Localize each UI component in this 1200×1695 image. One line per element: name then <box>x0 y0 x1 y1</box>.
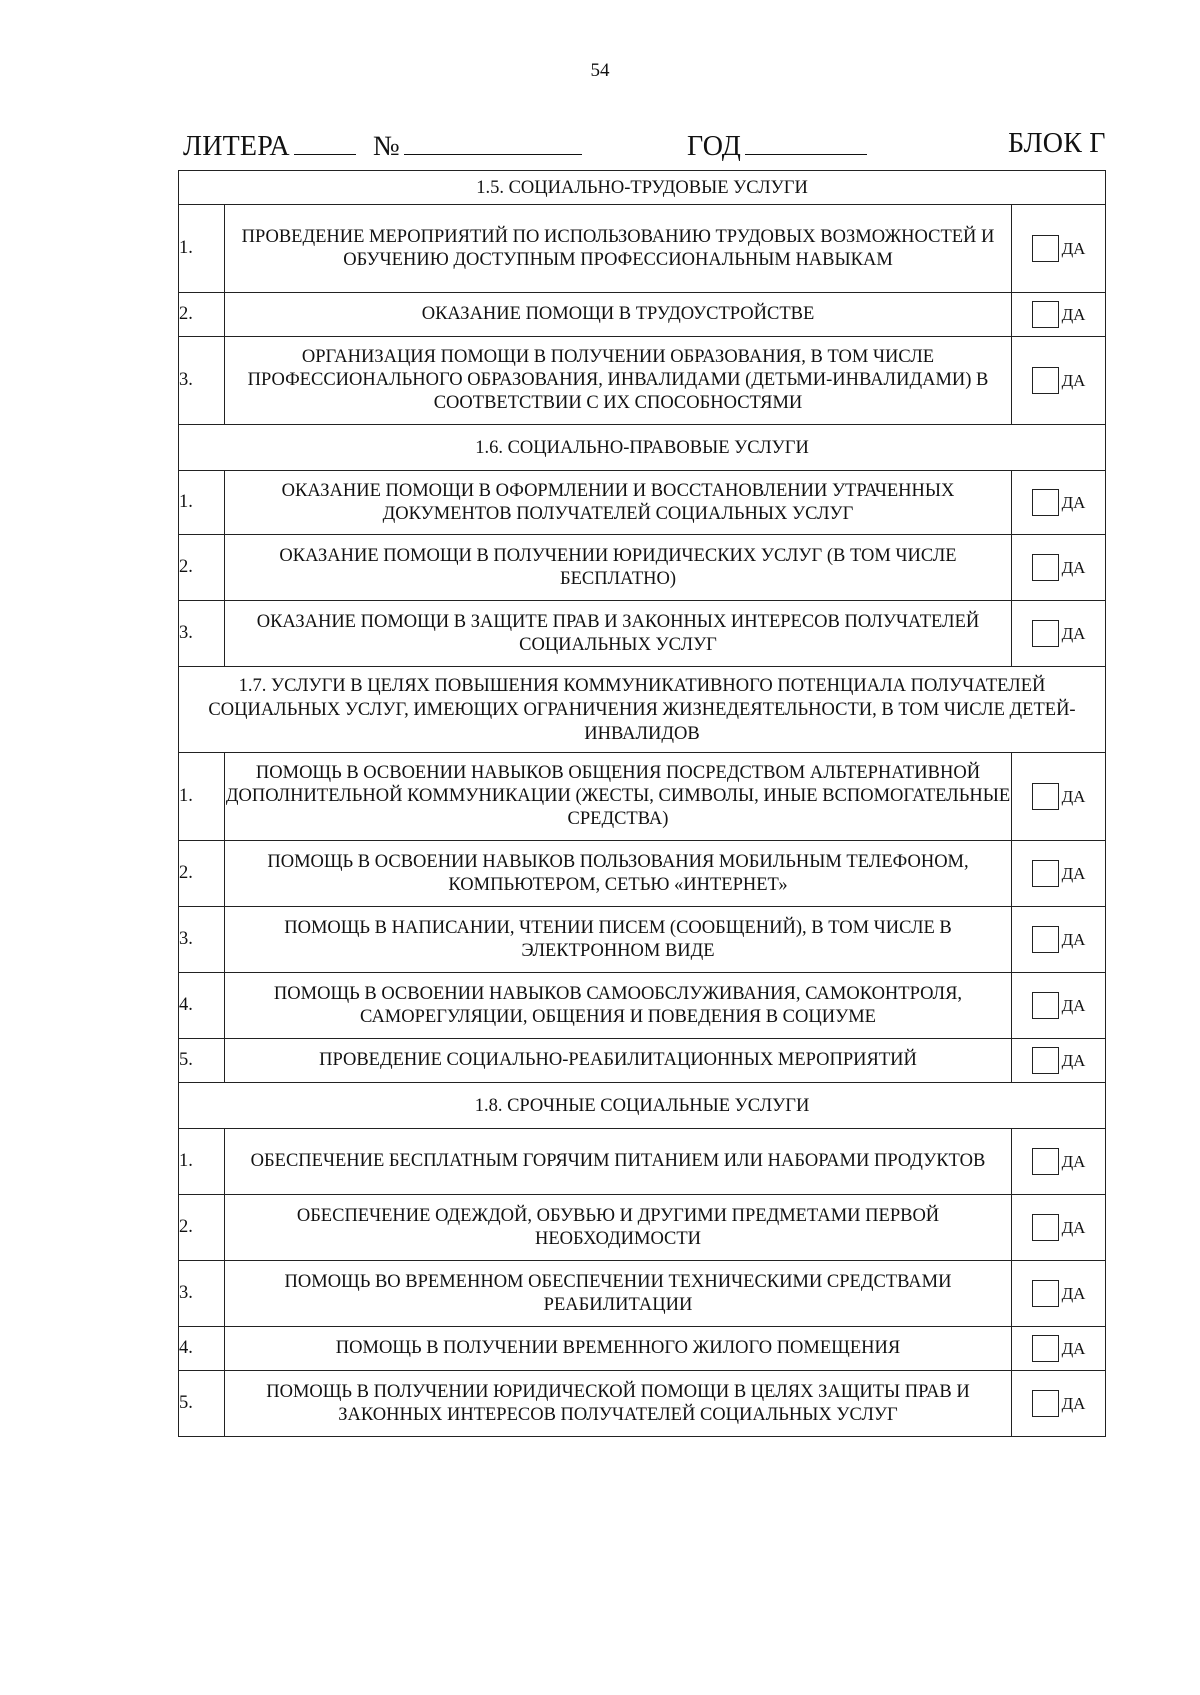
item-description: ОКАЗАНИЕ ПОМОЩИ В ЗАЩИТЕ ПРАВ И ЗАКОННЫХ ИНТЕРЕСОВ ПОЛУЧАТЕЛЕЙ СОЦИАЛЬНЫХ УСЛУГ <box>225 601 1012 667</box>
yes-option <box>1012 992 1105 1019</box>
item-description: ОБЕСПЕЧЕНИЕ ОДЕЖДОЙ, ОБУВЬЮ И ДРУГИМИ ПРЕДМЕТАМИ ПЕРВОЙ НЕОБХОДИМОСТИ <box>225 1195 1012 1261</box>
litera-blank[interactable] <box>294 128 356 155</box>
item-description: ОРГАНИЗАЦИЯ ПОМОЩИ В ПОЛУЧЕНИИ ОБРАЗОВАНИЯ, В ТОМ ЧИСЛЕ ПРОФЕССИОНАЛЬНОГО ОБРАЗОВАНИЯ, ИНВАЛИДАМИ (ДЕТЬМИ-ИНВАЛИДАМИ) В СООТВЕТСТВИИ С ИХ СПОСОБНОСТЯМИ <box>225 337 1012 425</box>
item-number: 1. <box>179 1129 225 1195</box>
page-number: 54 <box>590 60 610 81</box>
item-number: 5. <box>179 1371 225 1437</box>
year-field <box>687 128 867 163</box>
check-cell <box>1012 1327 1106 1371</box>
section-title: 1.6. СОЦИАЛЬНО-ПРАВОВЫЕ УСЛУГИ <box>179 425 1106 471</box>
item-description: ПОМОЩЬ В ПОЛУЧЕНИИ ЮРИДИЧЕСКОЙ ПОМОЩИ В ЦЕЛЯХ ЗАЩИТЫ ПРАВ И ЗАКОННЫХ ИНТЕРЕСОВ ПОЛУЧАТЕЛЕЙ СОЦИАЛЬНЫХ УСЛУГ <box>225 1371 1012 1437</box>
yes-label: ДА <box>1061 1151 1086 1171</box>
section-title: 1.5. СОЦИАЛЬНО-ТРУДОВЫЕ УСЛУГИ <box>179 171 1106 205</box>
yes-checkbox[interactable] <box>1032 235 1059 262</box>
item-description: ОКАЗАНИЕ ПОМОЩИ В ПОЛУЧЕНИИ ЮРИДИЧЕСКИХ УСЛУГ (В ТОМ ЧИСЛЕ БЕСПЛАТНО) <box>225 535 1012 601</box>
yes-checkbox[interactable] <box>1032 489 1059 516</box>
check-cell <box>1012 1129 1106 1195</box>
yes-checkbox[interactable] <box>1032 554 1059 581</box>
yes-option <box>1012 1148 1105 1175</box>
yes-checkbox[interactable] <box>1032 860 1059 887</box>
yes-label: ДА <box>1061 623 1086 643</box>
yes-label: ДА <box>1061 786 1086 806</box>
yes-label: ДА <box>1061 1393 1086 1413</box>
check-cell <box>1012 907 1106 973</box>
yes-option <box>1012 1214 1105 1241</box>
year-blank[interactable] <box>745 128 867 155</box>
yes-checkbox[interactable] <box>1032 301 1059 328</box>
service-row <box>179 753 1106 841</box>
service-row <box>179 471 1106 535</box>
service-row <box>179 601 1106 667</box>
check-cell <box>1012 471 1106 535</box>
item-number: 4. <box>179 973 225 1039</box>
yes-label: ДА <box>1061 1050 1086 1070</box>
service-row <box>179 535 1106 601</box>
yes-label: ДА <box>1061 370 1086 390</box>
yes-checkbox[interactable] <box>1032 1280 1059 1307</box>
check-cell <box>1012 1261 1106 1327</box>
yes-label: ДА <box>1061 557 1086 577</box>
item-description: ПРОВЕДЕНИЕ МЕРОПРИЯТИЙ ПО ИСПОЛЬЗОВАНИЮ ТРУДОВЫХ ВОЗМОЖНОСТЕЙ И ОБУЧЕНИЮ ДОСТУПНЫМ ПРОФЕССИОНАЛЬНЫМ НАВЫКАМ <box>225 205 1012 293</box>
number-blank[interactable] <box>404 128 582 155</box>
item-description: ПРОВЕДЕНИЕ СОЦИАЛЬНО-РЕАБИЛИТАЦИОННЫХ МЕРОПРИЯТИЙ <box>225 1039 1012 1083</box>
item-description: ПОМОЩЬ В НАПИСАНИИ, ЧТЕНИИ ПИСЕМ (СООБЩЕНИЙ), В ТОМ ЧИСЛЕ В ЭЛЕКТРОННОМ ВИДЕ <box>225 907 1012 973</box>
item-number: 2. <box>179 1195 225 1261</box>
check-cell <box>1012 601 1106 667</box>
item-number: 3. <box>179 337 225 425</box>
yes-label: ДА <box>1061 995 1086 1015</box>
yes-option <box>1012 1390 1105 1417</box>
service-row <box>179 293 1106 337</box>
item-number: 2. <box>179 841 225 907</box>
item-number: 4. <box>179 1327 225 1371</box>
service-row <box>179 205 1106 293</box>
item-number: 2. <box>179 535 225 601</box>
check-cell <box>1012 1371 1106 1437</box>
yes-label: ДА <box>1061 929 1086 949</box>
yes-option <box>1012 1280 1105 1307</box>
litera-label: ЛИТЕРА <box>183 131 290 162</box>
service-row <box>179 1261 1106 1327</box>
check-cell <box>1012 205 1106 293</box>
yes-option <box>1012 489 1105 516</box>
item-description: ПОМОЩЬ В ОСВОЕНИИ НАВЫКОВ ОБЩЕНИЯ ПОСРЕДСТВОМ АЛЬТЕРНАТИВНОЙ ДОПОЛНИТЕЛЬНОЙ КОММУНИКАЦИИ (ЖЕСТЫ, СИМВОЛЫ, ИНЫЕ ВСПОМОГАТЕЛЬНЫЕ СРЕДСТВА) <box>225 753 1012 841</box>
yes-option <box>1012 926 1105 953</box>
item-number: 3. <box>179 1261 225 1327</box>
yes-option <box>1012 235 1105 262</box>
yes-label: ДА <box>1061 1283 1086 1303</box>
yes-checkbox[interactable] <box>1032 620 1059 647</box>
item-number: 1. <box>179 753 225 841</box>
item-description: ПОМОЩЬ В ПОЛУЧЕНИИ ВРЕМЕННОГО ЖИЛОГО ПОМЕЩЕНИЯ <box>225 1327 1012 1371</box>
item-description: ПОМОЩЬ В ОСВОЕНИИ НАВЫКОВ САМООБСЛУЖИВАНИЯ, САМОКОНТРОЛЯ, САМОРЕГУЛЯЦИИ, ОБЩЕНИЯ И ПОВЕДЕНИЯ В СОЦИУМЕ <box>225 973 1012 1039</box>
yes-checkbox[interactable] <box>1032 926 1059 953</box>
item-description: ПОМОЩЬ В ОСВОЕНИИ НАВЫКОВ ПОЛЬЗОВАНИЯ МОБИЛЬНЫМ ТЕЛЕФОНОМ, КОМПЬЮТЕРОМ, СЕТЬЮ «ИНТЕРНЕТ» <box>225 841 1012 907</box>
section-title-row <box>179 425 1106 471</box>
item-number: 1. <box>179 205 225 293</box>
check-cell <box>1012 753 1106 841</box>
number-label: № <box>373 131 400 162</box>
yes-option <box>1012 1335 1105 1362</box>
litera-field <box>183 128 356 163</box>
check-cell <box>1012 1039 1106 1083</box>
check-cell <box>1012 337 1106 425</box>
number-field <box>373 128 582 163</box>
block-label: БЛОК Г <box>1008 128 1106 159</box>
item-description: ОКАЗАНИЕ ПОМОЩИ В ТРУДОУСТРОЙСТВЕ <box>225 293 1012 337</box>
section-title-row <box>179 667 1106 753</box>
yes-label: ДА <box>1061 238 1086 258</box>
yes-label: ДА <box>1061 1338 1086 1358</box>
check-cell <box>1012 535 1106 601</box>
yes-option <box>1012 783 1105 810</box>
item-number: 2. <box>179 293 225 337</box>
yes-option <box>1012 367 1105 394</box>
yes-option <box>1012 620 1105 647</box>
yes-checkbox[interactable] <box>1032 1214 1059 1241</box>
check-cell <box>1012 973 1106 1039</box>
item-number: 5. <box>179 1039 225 1083</box>
yes-checkbox[interactable] <box>1032 1148 1059 1175</box>
service-row <box>179 337 1106 425</box>
yes-label: ДА <box>1061 492 1086 512</box>
form-header <box>183 128 1106 168</box>
service-row <box>179 1039 1106 1083</box>
yes-checkbox[interactable] <box>1032 367 1059 394</box>
yes-checkbox[interactable] <box>1032 992 1059 1019</box>
item-description: ОБЕСПЕЧЕНИЕ БЕСПЛАТНЫМ ГОРЯЧИМ ПИТАНИЕМ ИЛИ НАБОРАМИ ПРОДУКТОВ <box>225 1129 1012 1195</box>
service-row <box>179 1371 1106 1437</box>
service-row <box>179 841 1106 907</box>
check-cell <box>1012 1195 1106 1261</box>
check-cell <box>1012 841 1106 907</box>
section-title-row <box>179 1083 1106 1129</box>
service-row <box>179 1129 1106 1195</box>
item-number: 3. <box>179 907 225 973</box>
item-description: ПОМОЩЬ ВО ВРЕМЕННОМ ОБЕСПЕЧЕНИИ ТЕХНИЧЕСКИМИ СРЕДСТВАМИ РЕАБИЛИТАЦИИ <box>225 1261 1012 1327</box>
item-description: ОКАЗАНИЕ ПОМОЩИ В ОФОРМЛЕНИИ И ВОССТАНОВЛЕНИИ УТРАЧЕННЫХ ДОКУМЕНТОВ ПОЛУЧАТЕЛЕЙ СОЦИАЛЬНЫХ УСЛУГ <box>225 471 1012 535</box>
service-row <box>179 973 1106 1039</box>
yes-checkbox[interactable] <box>1032 1047 1059 1074</box>
service-row <box>179 1327 1106 1371</box>
section-title: 1.7. УСЛУГИ В ЦЕЛЯХ ПОВЫШЕНИЯ КОММУНИКАТИВНОГО ПОТЕНЦИАЛА ПОЛУЧАТЕЛЕЙ СОЦИАЛЬНЫХ УСЛУГ, ИМЕЮЩИХ ОГРАНИЧЕНИЯ ЖИЗНЕДЕЯТЕЛЬНОСТИ, В ТОМ ЧИСЛЕ ДЕТЕЙ-ИНВАЛИДОВ <box>179 667 1106 753</box>
yes-option <box>1012 1047 1105 1074</box>
yes-checkbox[interactable] <box>1032 1335 1059 1362</box>
yes-option <box>1012 301 1105 328</box>
services-table <box>178 170 1106 1437</box>
item-number: 1. <box>179 471 225 535</box>
yes-checkbox[interactable] <box>1032 1390 1059 1417</box>
section-title: 1.8. СРОЧНЫЕ СОЦИАЛЬНЫЕ УСЛУГИ <box>179 1083 1106 1129</box>
section-title-row <box>179 171 1106 205</box>
year-label: ГОД <box>687 131 742 162</box>
yes-option <box>1012 554 1105 581</box>
yes-label: ДА <box>1061 304 1086 324</box>
yes-option <box>1012 860 1105 887</box>
item-number: 3. <box>179 601 225 667</box>
service-row <box>179 907 1106 973</box>
yes-label: ДА <box>1061 1217 1086 1237</box>
yes-label: ДА <box>1061 863 1086 883</box>
check-cell <box>1012 293 1106 337</box>
service-row <box>179 1195 1106 1261</box>
yes-checkbox[interactable] <box>1032 783 1059 810</box>
